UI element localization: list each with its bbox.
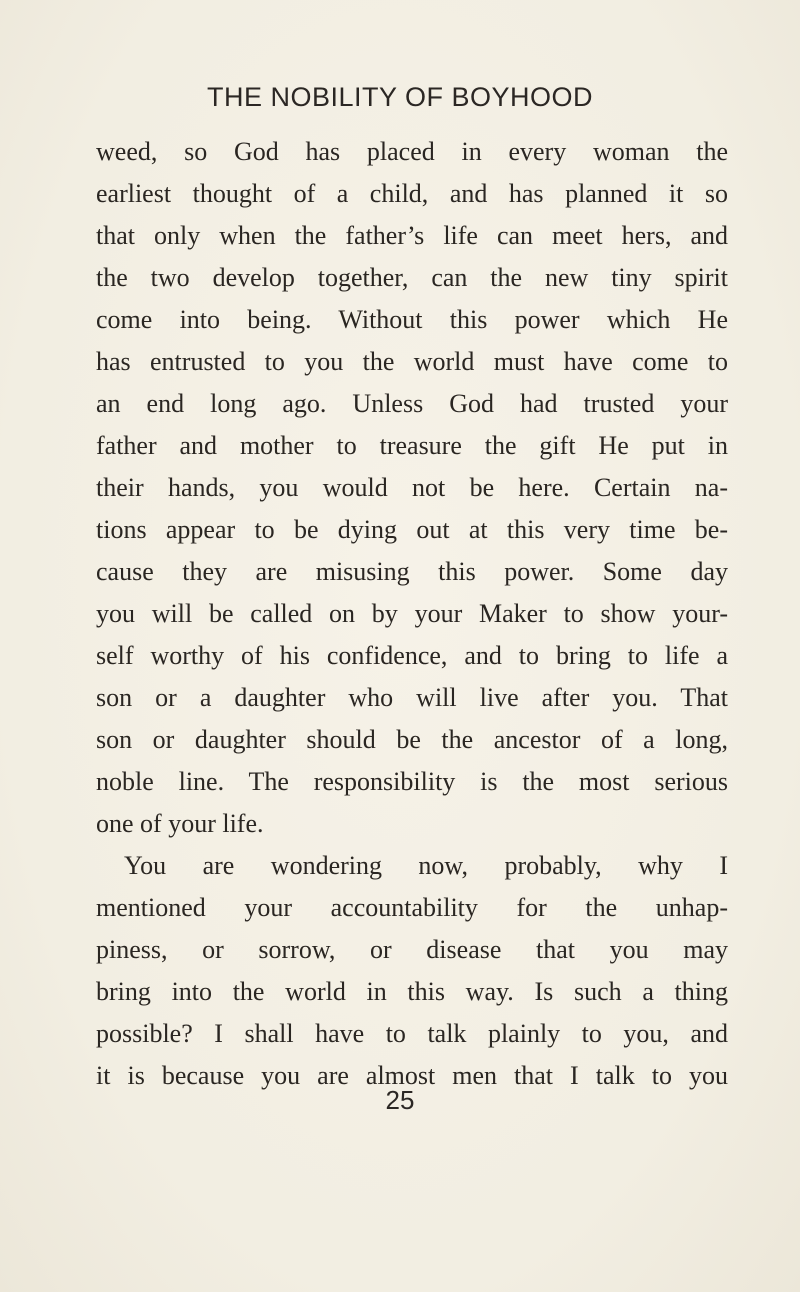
text-line: earliest thought of a child, and has planned it so (96, 179, 728, 208)
body-text (96, 131, 728, 1097)
paragraph-start-line: You are wondering now, probably, why I (124, 851, 728, 880)
paragraph-end-line: one of your life. (96, 809, 264, 838)
text-line: son or daughter should be the ancestor of a long, (96, 725, 728, 754)
running-head: THE NOBILITY OF BOYHOOD (206, 82, 594, 112)
text-line: come into being. Without this power which He (96, 305, 728, 334)
text-line: you will be called on by your Maker to show your- (96, 599, 728, 628)
text-line: tions appear to be dying out at this very time be- (96, 515, 728, 544)
text-line: son or a daughter who will live after you. That (96, 683, 728, 712)
text-line: weed, so God has placed in every woman the (96, 137, 728, 166)
text-line: an end long ago. Unless God had trusted your (96, 389, 728, 418)
text-line: their hands, you would not be here. Certain na- (96, 473, 728, 502)
text-line: possible? I shall have to talk plainly to you, and (96, 1019, 728, 1048)
text-line: has entrusted to you the world must have come to (96, 347, 728, 376)
text-line: the two develop together, can the new tiny spirit (96, 263, 728, 292)
text-line: piness, or sorrow, or disease that you may (96, 935, 728, 964)
text-line: father and mother to treasure the gift He put in (96, 431, 728, 460)
text-line: that only when the father’s life can meet hers, and (96, 221, 728, 250)
text-line: cause they are misusing this power. Some day (96, 557, 728, 586)
text-line: bring into the world in this way. Is such a thing (96, 977, 728, 1006)
text-line: self worthy of his confidence, and to bring to life a (96, 641, 728, 670)
page-number: 25 (385, 1085, 415, 1115)
text-line: it is because you are almost men that I talk to you (96, 1061, 728, 1090)
text-line: mentioned your accountability for the unhap- (96, 893, 728, 922)
text-line: noble line. The responsibility is the most serious (96, 767, 728, 796)
